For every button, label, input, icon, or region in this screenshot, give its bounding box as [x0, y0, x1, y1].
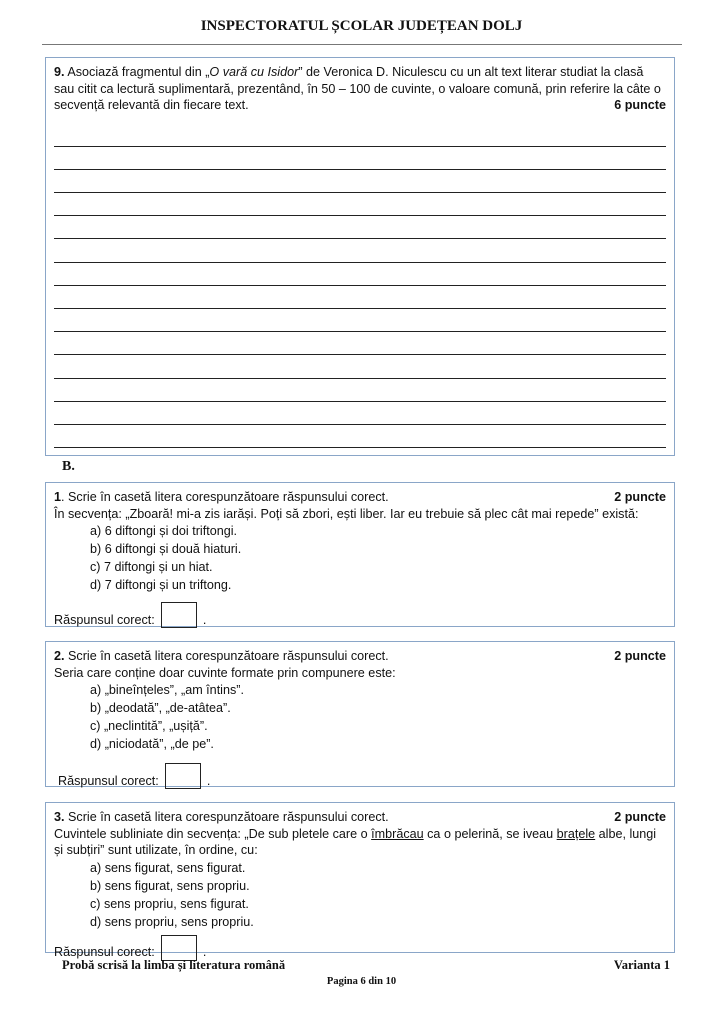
work-title: O vară cu Isidor	[209, 65, 299, 79]
prompt: În secvența: „Zboară! mi-a zis iarăși. Poți să zbori, ești liber. Iar eu trebuie să plec cât mai repede” există:	[54, 506, 639, 521]
question-2-box: 2. Scrie în casetă litera corespunzătoare răspunsului corect. 2 puncte Seria care conține doar cuvinte formate prin compunere este: a) „bineînțeles”, „am întins”. b) „deodată”, „de-atâtea”. c) „neclintită”, „ușiță”. d) „niciodată”, „de pe”. Răspunsul corect: .	[45, 641, 675, 787]
text: ca o pelerină, se iveau	[423, 826, 557, 841]
instruction: . Scrie în casetă litera corespunzătoare răspunsului corect.	[61, 490, 389, 504]
header-divider	[42, 44, 682, 45]
points: 2 puncte	[614, 490, 666, 504]
answer-box[interactable]	[161, 602, 197, 628]
text: ” de Veronica D. Niculescu cu un alt text literar studiat la clasă sau citit ca lectură suplimentară, prezentând, în 50 – 100 de cuvinte, o valoare comună, prin referire la câte o secvență relevantă din fiecare text.	[54, 65, 661, 112]
question-number: 2.	[54, 649, 65, 663]
text: Asociază fragmentul din „	[64, 65, 210, 79]
question-3-box: 3. Scrie în casetă litera corespunzătoare răspunsului corect. 2 puncte Cuvintele subliniate din secvența: „De sub pletele care o îmbrăcau ca o pelerină, se iveau brațele albe, lungi și subțiri” sunt utilizate, în ordine, cu: a) sens figurat, sens figurat. b) sens figurat, sens propriu. c) sens propriu, sens figurat. d) sens propriu, sens propriu. Răspunsul corect: .	[45, 802, 675, 953]
option-d: d) „niciodată”, „de pe”.	[90, 737, 214, 751]
answer-label: Răspunsul corect:	[58, 773, 159, 788]
option-a: a) sens figurat, sens figurat.	[90, 860, 246, 875]
option-a: a) „bineînțeles”, „am întins”.	[90, 683, 244, 697]
answer-label: Răspunsul corect:	[54, 945, 155, 959]
instruction: Scrie în casetă litera corespunzătoare răspunsului corect.	[64, 810, 389, 824]
question-9-box	[45, 57, 675, 456]
option-b: b) sens figurat, sens propriu.	[90, 878, 250, 893]
answer-lines[interactable]	[54, 124, 666, 449]
question-number: 1	[54, 490, 62, 504]
section-b-heading: B.	[62, 459, 75, 474]
question-1-box: 1. Scrie în casetă litera corespunzătoare răspunsului corect. 2 puncte În secvența: „Zboară! mi-a zis iarăși. Poți să zbori, ești liber. Iar eu trebuie să plec cât mai repede” există: a) 6 diftongi și doi triftongi. b) 6 diftongi și două hiaturi. c) 7 diftongi și un hiat. d) 7 diftongi și un triftong. Răspunsul corect: .	[45, 482, 675, 627]
text: Cuvintele subliniate din secvența: „De sub pletele care o	[54, 826, 372, 841]
option-c: c) sens propriu, sens figurat.	[90, 896, 249, 911]
option-b: b) 6 diftongi și două hiaturi.	[90, 542, 242, 556]
points: 2 puncte	[614, 649, 666, 663]
footer	[62, 958, 670, 973]
option-d: d) 7 diftongi și un triftong.	[90, 578, 232, 592]
prompt	[54, 826, 666, 859]
points: 2 puncte	[614, 810, 666, 824]
answer-label: Răspunsul corect:	[54, 612, 155, 627]
underlined-word: brațele	[556, 826, 596, 841]
question-number: 3.	[54, 810, 65, 824]
question-9-text	[54, 64, 666, 114]
footer-subject: Probă scrisă la limba și literatura română	[62, 958, 286, 972]
footer-variant: Varianta 1	[613, 958, 670, 972]
instruction: Scrie în casetă litera corespunzătoare răspunsului corect.	[64, 649, 389, 663]
answer-box[interactable]	[161, 935, 197, 961]
answer-box[interactable]	[165, 763, 201, 789]
option-c: c) 7 diftongi și un hiat.	[90, 560, 213, 574]
option-a: a) 6 diftongi și doi triftongi.	[90, 524, 238, 538]
page-number: Pagina 6 din 10	[326, 976, 397, 987]
option-d: d) sens propriu, sens propriu.	[90, 914, 254, 929]
option-c: c) „neclintită”, „ușiță”.	[90, 719, 208, 733]
page-header: INSPECTORATUL ȘCOLAR JUDEȚEAN DOLJ	[200, 18, 523, 34]
prompt: Seria care conține doar cuvinte formate prin compunere este:	[54, 665, 396, 680]
option-b: b) „deodată”, „de-atâtea”.	[90, 701, 231, 715]
text: albe, lungi și subțiri” sunt utilizate, în ordine, cu:	[54, 826, 657, 857]
points: 6 puncte	[614, 98, 666, 112]
question-number: 9.	[54, 65, 65, 79]
underlined-word: îmbrăcau	[371, 826, 424, 841]
